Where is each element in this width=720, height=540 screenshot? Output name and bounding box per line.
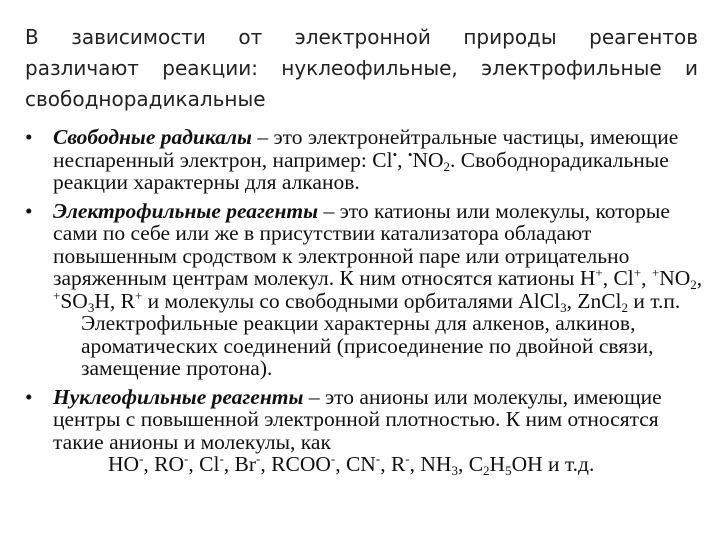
bullet-icon: •: [25, 125, 33, 149]
intro-line-2: различают реакции: нуклеофильные, электрофильные и: [25, 56, 698, 80]
term-electrophiles: Электрофильные реагенты: [53, 198, 319, 223]
electrophiles-paragraph: Электрофильные реакции характерны для алкенов, алкинов, ароматических соединений (присоединение по двойной связи, замещение протона).: [81, 311, 654, 380]
term-nucleophiles: Нуклеофильные реагенты: [53, 384, 304, 409]
term-radicals: Свободные радикалы: [53, 125, 252, 149]
bullet-electrophiles: • Электрофильные реагенты – это катионы или молекулы, которые сами по себе или же в присутствии катализатора обладают повышенным сродством к электронной паре или отрицательно заряженным центрам молекул. К ним относятся катионы H+, Cl+, $^+NO_2$, $^+SO_3H$, R+ и молекулы со свободными орбиталями AlCl$_3$, ZnCl$_2$ и т.п. Электрофильные реакции характерны для алкенов, алкинов, ароматических соединений (присоединение по двойной связи, замещение протона).: [25, 200, 705, 380]
intro-line-3: свободнорадикальные: [25, 87, 266, 111]
intro-line-1: В зависимости от электронной природы реагентов: [25, 25, 698, 49]
intro-paragraph: [25, 22, 698, 115]
bullet-icon: •: [25, 198, 33, 223]
bullet-nucleophiles: • Нуклеофильные реагенты – это анионы или молекулы, имеющие центры с повышенной электронной плотностью. К ним относятся такие анионы и молекулы, как HO-, RO-, Cl-, Br-, RCOO-, CN-, R-, $NH_3$, $C_2H_5OH$ и т.д.: [25, 386, 705, 476]
bullet-list: [25, 126, 705, 482]
bullet-icon: •: [25, 384, 33, 409]
bullet-radicals: • Свободные радикалы – это электронейтральные частицы, имеющие неспаренный электрон, например: Cl•, $^•NO_2$. Свободнорадикальные реакции характерны для алканов.: [25, 125, 679, 194]
nucleophile-formulas: HO-, RO-, Cl-, Br-, RCOO-, CN-, R-, $NH_3$, $C_2H_5OH$ и т.д.: [108, 451, 595, 478]
